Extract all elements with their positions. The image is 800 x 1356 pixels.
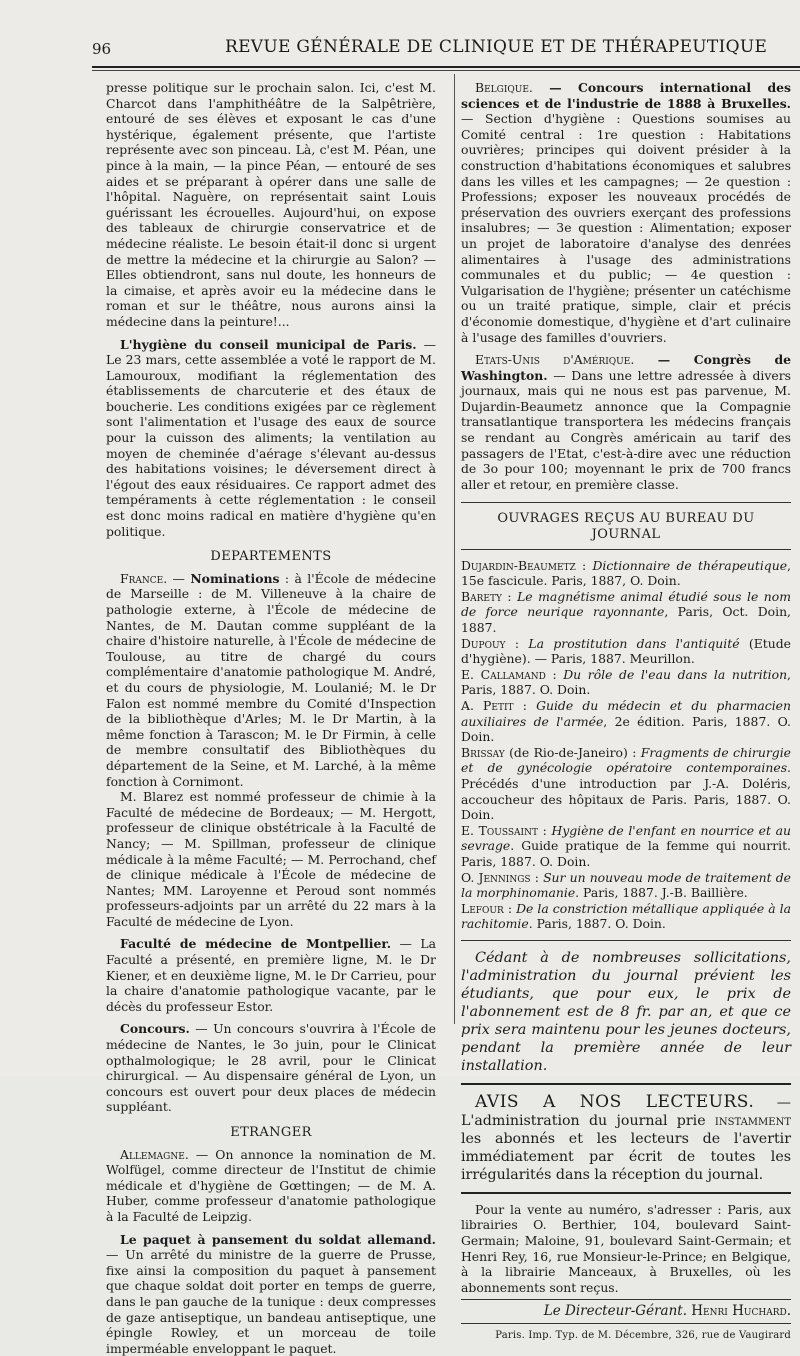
paquet-heading: Le paquet à pansement du soldat allemand. xyxy=(120,1231,436,1247)
section-divider xyxy=(461,1323,791,1324)
hygiene-text: — Le 23 mars, cette assemblée a voté le rapport de M. Lamouroux, modifiant la réglementation des établissements de charcuterie et des étaux de boucherie. Les conditions exigées par ce règlement sont l'alimentation et l'usage des eaux de source pour la cuisson des aliments; la ventilation au moyen de cheminée d'aérage s'élevant au-dessus des habitations voisines; le déversement direct à l'égout des eaux résiduaires. Ce rapport admet des tempéraments à cette réglementation : le conseil est donc moins radical en matière d'hygiène qu'en politique. xyxy=(106,336,436,539)
header-rule-thin xyxy=(92,70,800,71)
concours-heading: Concours. xyxy=(120,1021,190,1037)
left-column xyxy=(106,80,436,1356)
usa-label: Etats-Unis d'Amérique. xyxy=(475,352,635,368)
instamment-word: instamment xyxy=(714,1112,791,1129)
hygiene-paragraph xyxy=(106,337,436,540)
book-entry: O. Jennings : Sur un nouveau mode de traitement de la morphinomanie. Paris, 1887. J.-B. Baillière. xyxy=(461,869,791,901)
ouvrages-heading: OUVRAGES REÇUS AU BUREAU DU JOURNAL xyxy=(497,511,755,543)
france-text: : à l'École de médecine de Marseille : de M. Villeneuve à la chaire de pathologie externe, à l'École de médecine de Nantes, de M. Dautan comme suppléant de la chaire d'histoire naturelle, à l'École de médecine de Toulouse, au titre de chargé du cours complémentaire d'anatomie pathologique M. André, et du cours de physiologie, M. Loulanié; M. le Dr Falon est nommé membre du Comité d'Inspection de la bibliothèque d'Arles; M. le Dr Martin, à la même fonction à Tarascon; M. le Dr Firmin, à celle de membre consultatif des Bibliothèques du département de la Seine, et M. Larché, à la même fonction à Cornimont. xyxy=(106,570,436,789)
montpellier-text: — La Faculté a présenté, en première ligne, M. le Dr Kiener, et en deuxième ligne, M. le Dr Carrieu, pour la chaire d'anatomie pathologique vacante, par le décès du professeur Estor. xyxy=(106,936,436,1014)
usa-paragraph xyxy=(461,352,791,492)
hygiene-heading: L'hygiène du conseil municipal de Paris. xyxy=(120,336,417,352)
running-title: REVUE GÉNÉRALE DE CLINIQUE ET DE THÉRAPEUTIQUE xyxy=(225,37,768,57)
belgique-text: — Section d'hygiène : Questions soumises au Comité central : 1re question : Habitations ouvrières; principes qui doivent présider à la construction d'habitations économiques et salubres dans les villes et les campagnes; — 2e question : Professions; exposer les nouveaux procédés de préservation des ouvriers exerçant des professions insalubres; — 3e question : Alimentation; exposer un projet de laboratoire d'analyse des denrées alimentaires à l'usage des administrations communales et du public; — 4e question : Vulgarisation de l'hygiène; présenter un catéchisme ou un traité pratique, simple, clair et précis d'économie domestique, d'hygiène et d'art culinaire à l'usage des familles d'ouvriers. xyxy=(461,111,791,345)
book-entry: Dujardin-Beaumetz : Dictionnaire de thérapeutique, 15e fascicule. Paris, 1887, O. Doin. xyxy=(461,557,791,589)
france-label: France. xyxy=(120,570,168,586)
section-divider xyxy=(461,502,791,503)
book-entry: E. Toussaint : Hygiène de l'enfant en nourrice et au sevrage. Guide pratique de la femme qui nourrit. Paris, 1887. O. Doin. xyxy=(461,822,791,869)
vente-paragraph: Pour la vente au numéro, s'adresser : Paris, aux librairies O. Berthier, 104, boulevard Saint-Germain; Maloine, 91, boulevard Saint-Germain; et Henri Rey, 16, rue Monsieur-le-Prince; en Belgique, à la librairie Manceaux, à Bruxelles, où les abonnements sont reçus. xyxy=(461,1201,791,1295)
column-rule xyxy=(454,74,455,1024)
books-list xyxy=(461,558,791,932)
montpellier-paragraph xyxy=(106,936,436,1014)
section-divider xyxy=(461,940,791,941)
section-divider xyxy=(461,1299,791,1300)
paquet-paragraph xyxy=(106,1232,436,1356)
book-entry: Lefour : De la constriction métallique appliquée à la rachitomie. Paris, 1887. O. Doin. xyxy=(461,900,791,932)
montpellier-heading: Faculté de médecine de Montpellier. xyxy=(120,936,392,952)
nominations-heading: Nominations xyxy=(190,570,280,586)
page-header xyxy=(0,30,800,60)
belgique-paragraph xyxy=(461,80,791,345)
belgique-label: Belgique. xyxy=(475,80,533,95)
allemagne-paragraph xyxy=(106,1147,436,1225)
gerant-name: Henri Huchard. xyxy=(691,1303,791,1320)
book-entry: Barety : Le magnétisme animal étudié sous le nom de force neurique rayonnante, Paris, Oct. Doin, 1887. xyxy=(461,588,791,635)
header-rule xyxy=(92,66,800,68)
usa-text: — Dans une lettre adressée à divers journaux, mais qui ne nous est pas parvenue, M. Dujardin-Beaumetz annonce que la Compagnie transatlantique transportera les médecins français se rendant au Congrès américain au tarif des passagers de l'Etat, c'est-à-dire avec une réduction de 3o pour 100; moyennant le prix de 700 francs aller et retour, en première classe. xyxy=(461,367,791,492)
gerant-signature xyxy=(461,1304,791,1320)
france-paragraph: France. — Nominations : à l'École de médecine de Marseille : de M. Villeneuve à la chaire de pathologie externe, à l'École de médecine de Nantes, de M. Dautan comme suppléant de la chaire d'histoire naturelle, à l'École de médecine de Toulouse, au titre de chargé du cours complémentaire d'anatomie pathologique M. André, et du cours de physiologie, M. Loulanié; M. le Dr Falon est nommé membre du Comité d'Inspection de la bibliothèque d'Arles; M. le Dr Martin, à la même fonction à Tarascon; M. le Dr Firmin, à celle de membre consultatif des Bibliothèques du département de la Seine, et M. Larché, à la même fonction à Cornimont. xyxy=(106,570,436,789)
usa-heading: — Congrès de Washington. xyxy=(461,352,791,383)
section-divider-thick xyxy=(461,1192,791,1194)
departements-heading: DEPARTEMENTS xyxy=(210,549,332,565)
avis-paragraph: AVIS A NOS LECTEURS. — L'administration du journal prie instamment les abonnés et les lecteurs de l'avertir immédiatement par écrit de toutes les irrégularités dans la réception du journal. xyxy=(461,1091,791,1183)
section-divider xyxy=(461,549,791,550)
blarez-paragraph: M. Blarez est nommé professeur de chimie à la Faculté de médecine de Bordeaux; — M. Hergott, professeur de clinique obstétricale à la Faculté de Nancy; — M. Spillman, professeur de clinique médicale à la même Faculté; — M. Perrochand, chef de clinique médicale à l'École de médecine de Nantes; MM. Laroyenne et Peroud sont nommés professeurs-adjoints par un arrêté du 22 mars à la Faculté de médecine de Lyon. xyxy=(106,789,436,929)
imprint-line: Paris. Imp. Typ. de M. Décembre, 326, rue de Vaugirard xyxy=(495,1330,791,1342)
student-offer: Cédant à de nombreuses sollicitations, l'administration du journal prévient les étudiants, que pour eux, le prix de l'abonnement est de 8 fr. par an, et que ce prix sera maintenu pour les jeunes docteurs, pendant la première année de leur installation. xyxy=(461,949,791,1074)
book-entry: Dupouy : La prostitution dans l'antiquité (Etude d'hygiène). — Paris, 1887. Meurillon. xyxy=(461,635,791,667)
avis-heading: AVIS A NOS LECTEURS. xyxy=(475,1091,755,1112)
allemagne-text: — On annonce la nomination de M. Wolfügel, comme directeur de l'Institut de chimie médicale et d'hygiène de Gœttingen; — de M. A. Huber, comme professeur d'anatomie pathologique à la Faculté de Leipzig. xyxy=(106,1146,436,1224)
section-divider-thick xyxy=(461,1083,791,1085)
right-column xyxy=(461,80,791,1344)
book-entry: A. Petit : Guide du médecin et du pharmacien auxiliaires de l'armée, 2e édition. Paris, 1887. O. Doin. xyxy=(461,697,791,745)
belgique-heading: — Concours international des sciences et de l'industrie de 1888 à Bruxelles. xyxy=(461,80,791,111)
paquet-text: — Un arrêté du ministre de la guerre de Prusse, fixe ainsi la composition du paquet à pansement que chaque soldat doit porter en temps de guerre, dans le pan gauche de la tunique : deux compresses de gaze antiseptique, un bandeau antiseptique, une épingle Rowley, et un morceau de toile imperméable enveloppant le paquet. xyxy=(106,1247,436,1356)
allemagne-label: Allemagne. xyxy=(120,1146,189,1162)
concours-paragraph xyxy=(106,1021,436,1115)
concours-text: — Un concours s'ouvrira à l'École de médecine de Nantes, le 3o juin, pour le Clinicat opthalmologique; le 28 avril, pour le Clinicat chirurgical. — Au dispensaire général de Lyon, un concours est ouvert pour deux places de médecin suppléant. xyxy=(106,1021,436,1115)
salon-paragraph: presse politique sur le prochain salon. Ici, c'est M. Charcot dans l'amphithéâtre de la Salpêtrière, entouré de ses élèves et exposant le cas d'une hystérique, également présente, que l'artiste représente avec son pinceau. Là, c'est M. Péan, une pince à la main, — la pince Péan, — entouré de ses aides et se préparant à opérer dans une salle de l'hôpital. Naguère, on représentait saint Louis guérissant les écrouelles. Aujourd'hui, on expose des tableaux de chirurgie conservatrice et de médecine réaliste. Le besoin était-il donc si urgent de mettre la médecine et la chirurgie au Salon? — Elles obtiendront, sans nul doute, les honneurs de la cimaise, et après avoir eu la médecine dans le roman et sur le théâtre, nous aurons ainsi la médecine dans la peinture!... xyxy=(106,80,436,329)
book-entry: Brissay (de Rio-de-Janeiro) : Fragments de chirurgie et de gynécologie opératoire contemporaines. Précédés d'une introduction par J.-A. Doléris, accoucheur des hôpitaux de Paris. Paris, 1887. O. Doin. xyxy=(461,744,791,823)
page-number: 96 xyxy=(92,40,112,58)
etranger-heading: ETRANGER xyxy=(230,1125,312,1140)
book-entry: E. Callamand : Du rôle de l'eau dans la nutrition, Paris, 1887. O. Doin. xyxy=(461,666,791,698)
gerant-label: Le Directeur-Gérant. xyxy=(543,1303,687,1320)
